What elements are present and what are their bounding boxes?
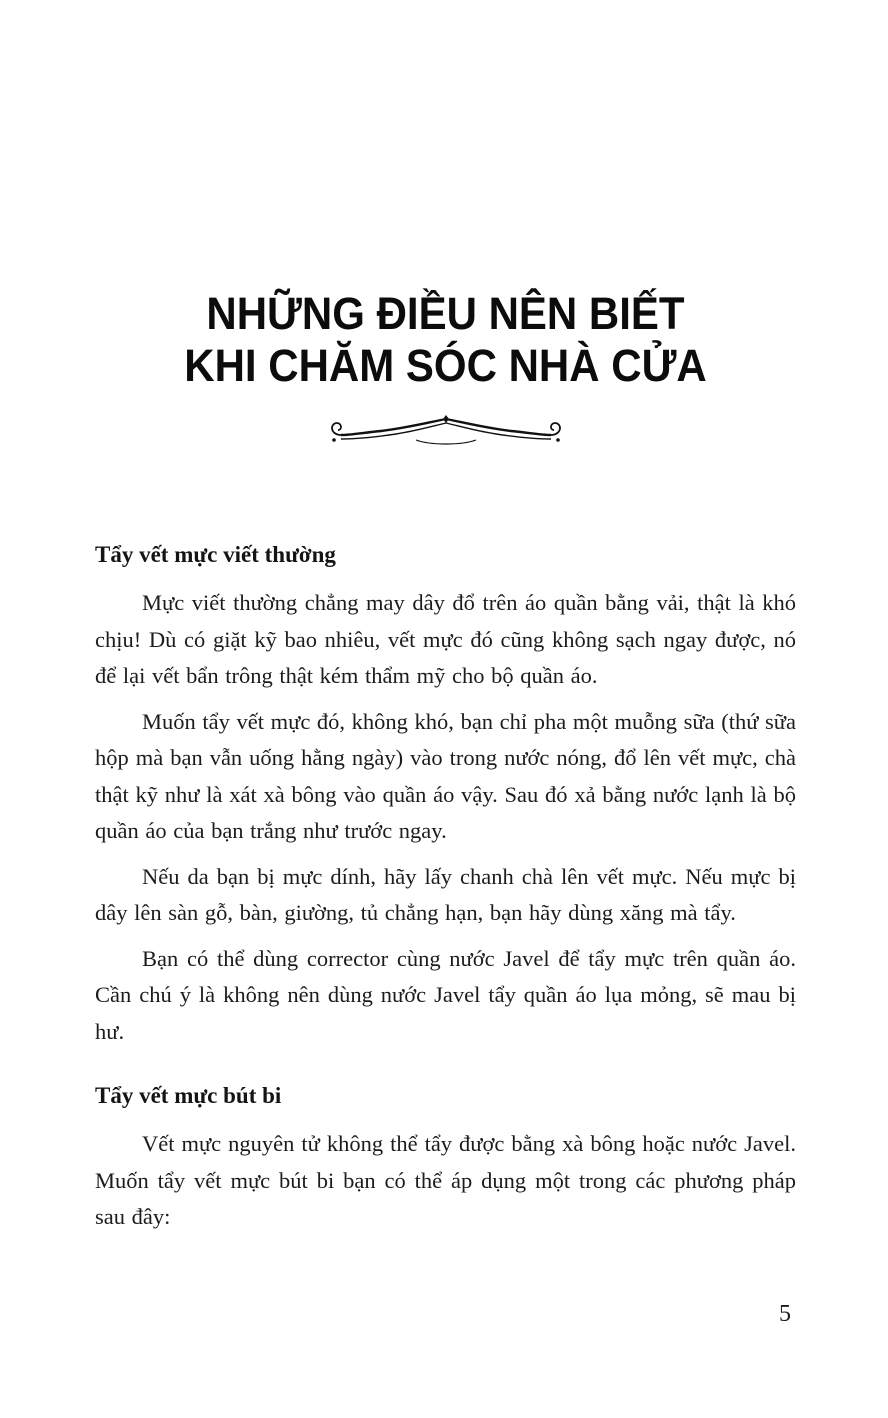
paragraph: Muốn tẩy vết mực đó, không khó, bạn chỉ pha một muỗng sữa (thứ sữa hộp mà bạn vẫn uống hằng ngày) vào trong nước nóng, đổ lên vết mực, chà thật kỹ như là xát xà bông vào quần áo vậy. Sau đó xả bằng nước lạnh là bộ quần áo của bạn trắng như trước ngay. [95, 708, 796, 844]
section-heading-2: Tẩy vết mực bút bi [95, 1083, 282, 1109]
paragraph: Vết mực nguyên tử không thể tẩy được bằng xà bông hoặc nước Javel. Muốn tẩy vết mực bút bi bạn có thể áp dụng một trong các phương pháp sau đây: [95, 1131, 796, 1230]
chapter-title [95, 288, 796, 392]
page-content [95, 0, 796, 1245]
section-heading-1: Tẩy vết mực viết thường [95, 542, 336, 568]
paragraph: Nếu da bạn bị mực dính, hãy lấy chanh chà lên vết mực. Nếu mực bị dây lên sàn gỗ, bàn, giường, tủ chẳng hạn, bạn hãy dùng xăng mà tẩy. [95, 863, 796, 926]
paragraph: Mực viết thường chẳng may dây đổ trên áo quần bằng vải, thật là khó chịu! Dù có giặt kỹ bao nhiêu, vết mực đó cũng không sạch ngay được, nó để lại vết bẩn trông thật kém thẩm mỹ cho bộ quần áo. [95, 590, 796, 689]
page-number: 5 [779, 1301, 791, 1327]
ornament-flourish-icon [316, 413, 576, 447]
paragraph: Bạn có thể dùng corrector cùng nước Javel để tẩy mực trên quần áo. Cần chú ý là không nên dùng nước Javel tẩy quần áo lụa mỏng, sẽ mau bị hư. [95, 945, 796, 1044]
chapter-title-line1: NHỮNG ĐIỀU NÊN BIẾT [206, 288, 685, 339]
body-text [95, 539, 796, 1236]
chapter-title-line2: KHI CHĂM SÓC NHÀ CỬA [184, 340, 707, 391]
